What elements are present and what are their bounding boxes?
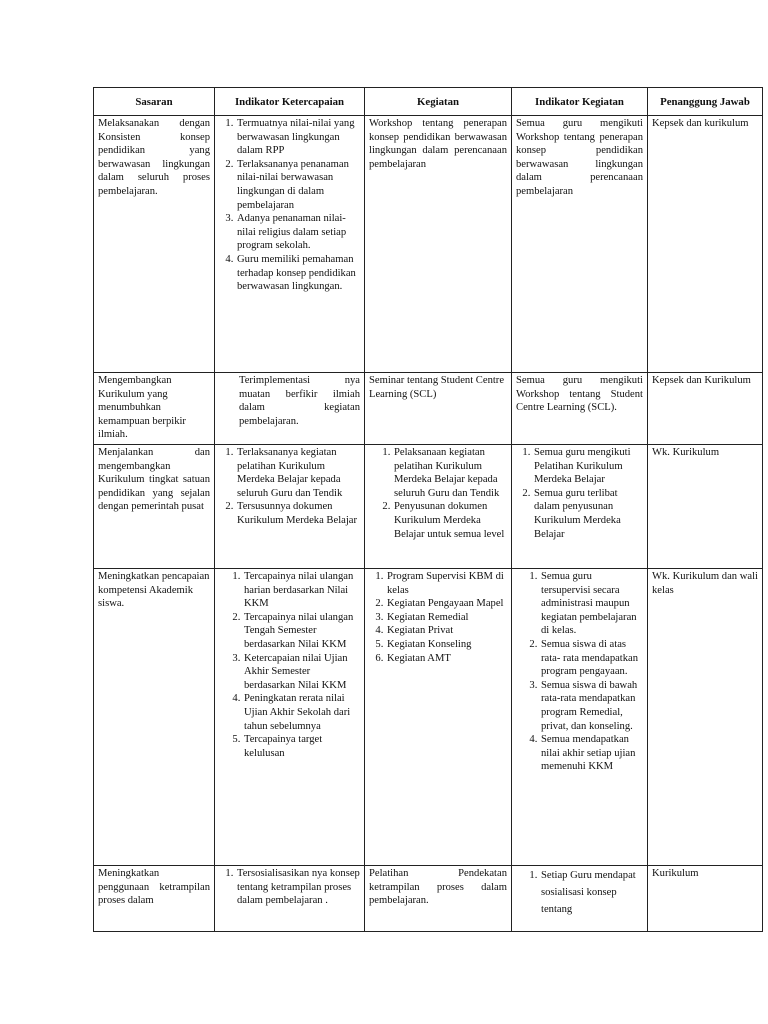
list-item: 1. Termuatnya nilai-nilai yang berwawasan lingkungan dalam RPP — [236, 117, 360, 158]
indikator-list — [219, 117, 360, 294]
penanggung-jawab-cell: Kurikulum — [648, 866, 763, 932]
indikator-kegiatan-list — [516, 446, 643, 541]
header-indikator-ketercapaian: Indikator Ketercapaian — [215, 88, 365, 116]
list-item: 1. Terlaksananya kegiatan pelatihan Kurikulum Merdeka Belajar kepada seluruh Guru dan Tendik — [236, 446, 360, 500]
indikator-cell — [215, 116, 365, 373]
indikator-kegiatan-list — [516, 867, 643, 918]
list-item: 1. Tercapainya nilai ulangan harian berdasarkan Nilai KKM — [243, 570, 360, 611]
indikator-kegiatan-cell: Semua guru mengikuti Workshop tentang Student Centre Learning (SCL). — [512, 373, 648, 445]
list-item: 2. Tersusunnya dokumen Kurikulum Merdeka Belajar — [236, 500, 360, 527]
list-item: 6. Kegiatan AMT — [386, 652, 507, 666]
list-item: 4. Semua mendapatkan nilai akhir setiap ujian memenuhi KKM — [540, 733, 643, 774]
list-item: 1. Program Supervisi KBM di kelas — [386, 570, 507, 597]
kegiatan-cell: Seminar tentang Student Centre Learning (SCL) — [365, 373, 512, 445]
penanggung-jawab-cell: Kepsek dan kurikulum — [648, 116, 763, 373]
sasaran-cell: Melaksanakan dengan Konsisten konsep pendidikan yang berwawasan lingkungan dalam seluruh proses pembelajaran. — [94, 116, 215, 373]
table-row — [94, 445, 763, 569]
sasaran-cell: Meningkatkan pencapaian kompetensi Akademik siswa. — [94, 569, 215, 866]
indikator-text: Terimplementasi nya muatan berfikir ilmiah dalam kegiatan pembelajaran. — [239, 375, 360, 427]
header-sasaran: Sasaran — [94, 88, 215, 116]
penanggung-jawab-cell: Kepsek dan Kurikulum — [648, 373, 763, 445]
indikator-kegiatan-cell — [512, 569, 648, 866]
list-item: 3. Kegiatan Remedial — [386, 611, 507, 625]
sasaran-cell: Meningkatkan penggunaan ketrampilan proses dalam — [94, 866, 215, 932]
list-item: 1. Tersosialisasikan nya konsep tentang ketrampilan proses dalam pembelajaran . — [236, 867, 360, 908]
kegiatan-cell — [365, 445, 512, 569]
header-indikator-kegiatan: Indikator Kegiatan — [512, 88, 648, 116]
list-item: 2. Semua siswa di atas rata- rata mendapatkan program pengayaan. — [540, 638, 643, 679]
table-row — [94, 116, 763, 373]
list-item: 3. Ketercapaian nilai Ujian Akhir Semester berdasarkan Nilai KKM — [243, 652, 360, 693]
list-item: 1. Semua guru mengikuti Pelatihan Kurikulum Merdeka Belajar — [533, 446, 643, 487]
table-row — [94, 866, 763, 932]
list-item: 1. Pelaksanaan kegiatan pelatihan Kurikulum Merdeka Belajar kepada seluruh Guru dan Tendik — [393, 446, 507, 500]
kegiatan-cell: Pelatihan Pendekatan ketrampilan proses dalam pembelajaran. — [365, 866, 512, 932]
list-item: 5. Kegiatan Konseling — [386, 638, 507, 652]
indikator-kegiatan-cell: Semua guru mengikuti Workshop tentang penerapan konsep pendidikan berwawasan lingkungan dalam perencanaan pembelajaran — [512, 116, 648, 373]
kegiatan-list — [369, 570, 507, 665]
list-item: 2. Kegiatan Pengayaan Mapel — [386, 597, 507, 611]
list-item: 2. Penyusunan dokumen Kurikulum Merdeka Belajar untuk semua level — [393, 500, 507, 541]
list-item: 2. Semua guru terlibat dalam penyusunan Kurikulum Merdeka Belajar — [533, 487, 643, 541]
penanggung-jawab-cell: Wk. Kurikulum — [648, 445, 763, 569]
penanggung-jawab-cell: Wk. Kurikulum dan wali kelas — [648, 569, 763, 866]
program-table — [93, 87, 763, 932]
header-penanggung-jawab: Penanggung Jawab — [648, 88, 763, 116]
header-kegiatan: Kegiatan — [365, 88, 512, 116]
kegiatan-list — [369, 446, 507, 541]
indikator-kegiatan-cell — [512, 445, 648, 569]
indikator-cell — [215, 445, 365, 569]
indikator-cell — [215, 569, 365, 866]
table-row — [94, 373, 763, 445]
list-item: 2. Terlaksananya penanaman nilai-nilai berwawasan lingkungan di dalam pembelajaran — [236, 158, 360, 212]
list-item: 5. Tercapainya target kelulusan — [243, 733, 360, 760]
list-item: 1. Setiap Guru mendapat sosialisasi konsep tentang — [540, 867, 643, 918]
list-item: 3. Semua siswa di bawah rata-rata mendapatkan program Remedial, privat, dan konseling. — [540, 679, 643, 733]
kegiatan-cell — [365, 569, 512, 866]
indikator-list — [219, 867, 360, 908]
sasaran-cell: Menjalankan dan mengembangkan Kurikulum tingkat satuan pendidikan yang sejalan dengan pemerintah pusat — [94, 445, 215, 569]
indikator-cell — [215, 866, 365, 932]
list-item: 4. Peningkatan rerata nilai Ujian Akhir Sekolah dari tahun sebelumnya — [243, 692, 360, 733]
table-row — [94, 569, 763, 866]
table-header-row — [94, 88, 763, 116]
list-item: 3. Adanya penanaman nilai-nilai religius dalam setiap program sekolah. — [236, 212, 360, 253]
indikator-kegiatan-cell — [512, 866, 648, 932]
indikator-cell — [215, 373, 365, 445]
list-item: 4. Guru memiliki pemahaman terhadap konsep pendidikan berwawasan lingkungan. — [236, 253, 360, 294]
list-item: 2. Tercapainya nilai ulangan Tengah Semester berdasarkan Nilai KKM — [243, 611, 360, 652]
list-item: 4. Kegiatan Privat — [386, 624, 507, 638]
list-item: 1. Semua guru tersupervisi secara administrasi maupun kegiatan pembelajaran di kelas. — [540, 570, 643, 638]
kegiatan-cell: Workshop tentang penerapan konsep pendidikan berwawasan lingkungan dalam perencanaan pembelajaran — [365, 116, 512, 373]
indikator-kegiatan-list — [516, 570, 643, 774]
indikator-list — [219, 570, 360, 760]
indikator-list — [219, 446, 360, 528]
sasaran-cell: Mengembangkan Kurikulum yang menumbuhkan kemampuan berpikir ilmiah. — [94, 373, 215, 445]
